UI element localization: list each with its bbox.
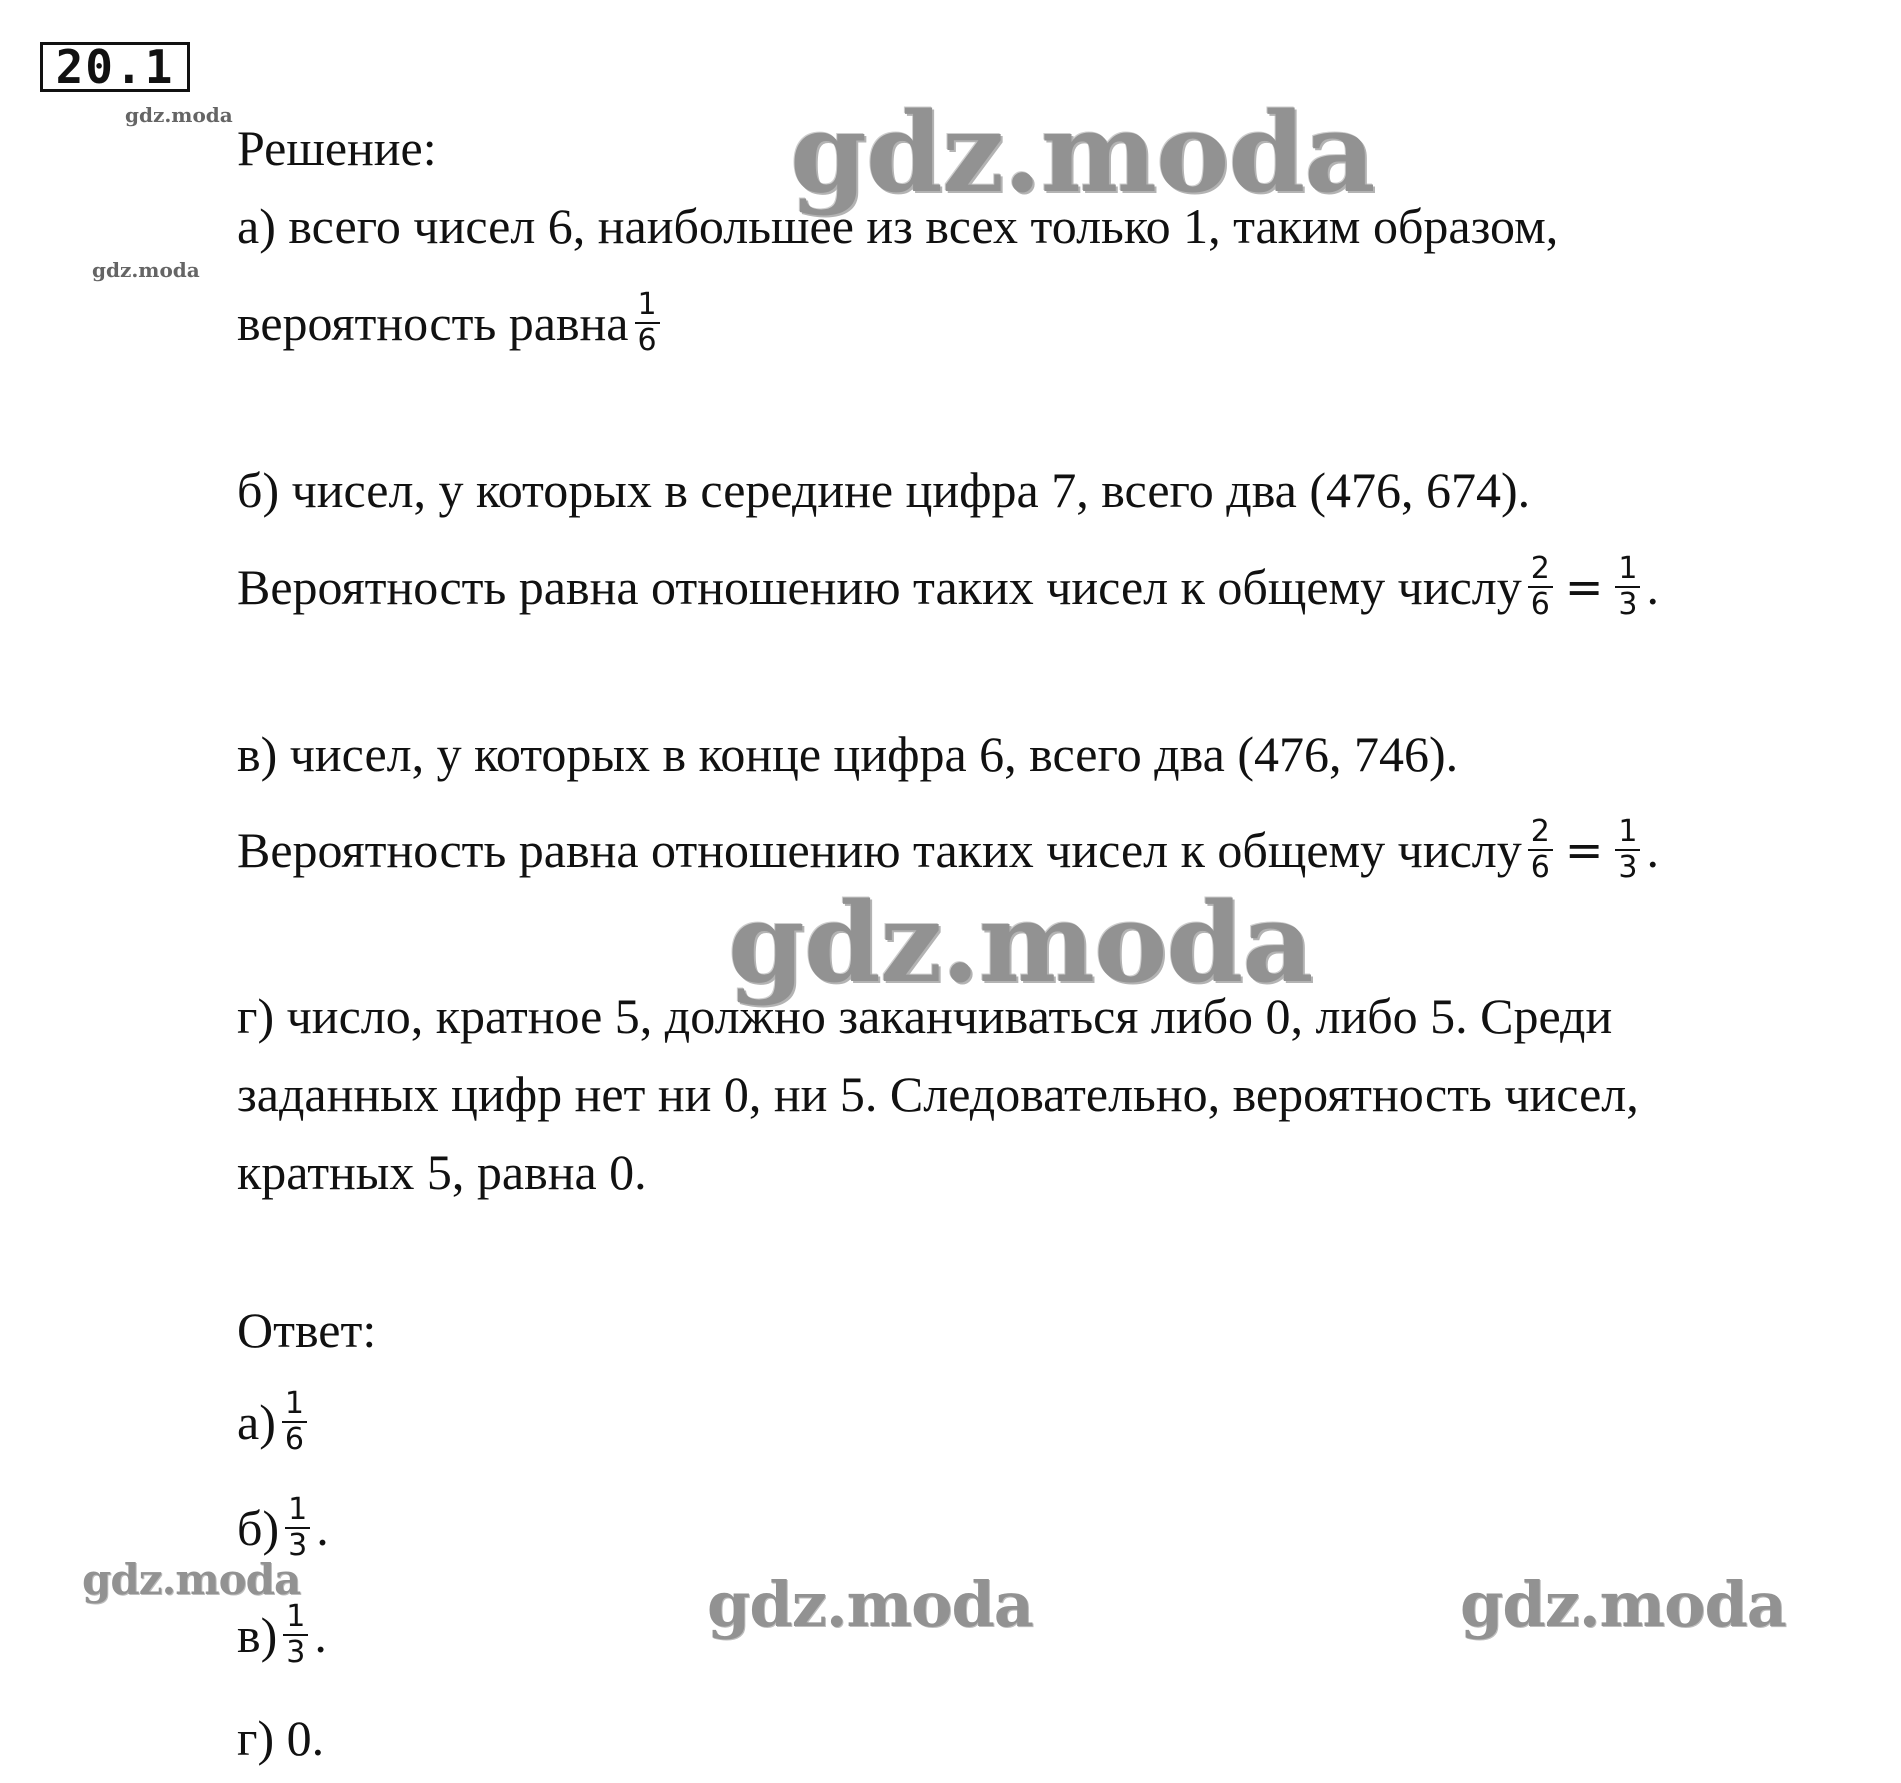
part-b-fraction-2	[1615, 552, 1640, 622]
fraction-numerator: 1	[1615, 815, 1640, 851]
fraction-numerator: 1	[282, 1387, 307, 1423]
period: .	[1646, 559, 1659, 615]
fraction-numerator: 2	[1528, 815, 1553, 851]
answer-b	[237, 1493, 329, 1563]
watermark-bottom-center: gdz.moda	[707, 1568, 1033, 1641]
answer-a-label: а)	[237, 1394, 276, 1450]
task-number: 20.1	[40, 42, 190, 92]
answer-b-label: б)	[237, 1500, 280, 1556]
part-v-fraction-2	[1615, 815, 1640, 885]
part-v-line1: в) чисел, у которых в конце цифра 6, всего два (476, 746).	[237, 726, 1459, 782]
answer-g: г) 0.	[237, 1710, 325, 1766]
part-a-line1: а) всего чисел 6, наибольшее из всех только 1, таким образом,	[237, 198, 1559, 254]
fraction-numerator: 1	[283, 1600, 308, 1636]
period: .	[1646, 822, 1659, 878]
answer-heading: Ответ:	[237, 1302, 377, 1358]
fraction-numerator: 1	[285, 1493, 310, 1529]
fraction-numerator: 2	[1528, 552, 1553, 588]
equals-sign: =	[1564, 560, 1604, 614]
part-g-line2: заданных цифр нет ни 0, ни 5. Следовательно, вероятность чисел,	[237, 1066, 1639, 1122]
fraction-denominator: 3	[1618, 587, 1638, 622]
period: .	[314, 1607, 327, 1663]
part-v-line2	[237, 815, 1659, 885]
part-a-line2-text: вероятность равна	[237, 295, 629, 351]
part-v-line2-text: Вероятность равна отношению таких чисел к общему числу	[237, 822, 1522, 878]
fraction-denominator: 6	[1530, 587, 1550, 622]
fraction-numerator: 1	[1615, 552, 1640, 588]
fraction-denominator: 3	[1618, 850, 1638, 885]
answer-v-label: в)	[237, 1607, 278, 1663]
period: .	[316, 1500, 329, 1556]
fraction-numerator: 1	[635, 288, 660, 324]
watermark-small-2: gdz.moda	[92, 258, 200, 282]
part-b-line2-text: Вероятность равна отношению таких чисел к общему числу	[237, 559, 1522, 615]
part-b-fraction-1	[1528, 552, 1553, 622]
answer-a-fraction	[282, 1387, 307, 1457]
watermark-small-1: gdz.moda	[125, 103, 233, 127]
answer-v-fraction	[283, 1600, 308, 1670]
part-b-line1: б) чисел, у которых в середине цифра 7, всего два (476, 674).	[237, 462, 1531, 518]
answer-v	[237, 1600, 327, 1670]
watermark-large-top: gdz.moda	[790, 88, 1375, 217]
part-g-line1: г) число, кратное 5, должно заканчиваться либо 0, либо 5. Среди	[237, 988, 1613, 1044]
fraction-denominator: 6	[284, 1422, 304, 1457]
part-a-line2	[237, 288, 666, 358]
answer-b-fraction	[285, 1493, 310, 1563]
watermark-bottom-left: gdz.moda	[82, 1555, 301, 1604]
part-a-fraction	[635, 288, 660, 358]
equals-sign: =	[1564, 823, 1604, 877]
part-b-line2	[237, 552, 1659, 622]
watermark-large-middle: gdz.moda	[728, 878, 1313, 1007]
fraction-denominator: 3	[286, 1635, 306, 1670]
watermark-bottom-right: gdz.moda	[1460, 1568, 1786, 1641]
fraction-denominator: 6	[637, 323, 657, 358]
fraction-denominator: 6	[1530, 850, 1550, 885]
answer-a	[237, 1387, 313, 1457]
solution-heading: Решение:	[237, 120, 437, 176]
part-g-line3: кратных 5, равна 0.	[237, 1144, 647, 1200]
fraction-denominator: 3	[288, 1528, 308, 1563]
part-v-fraction-1	[1528, 815, 1553, 885]
